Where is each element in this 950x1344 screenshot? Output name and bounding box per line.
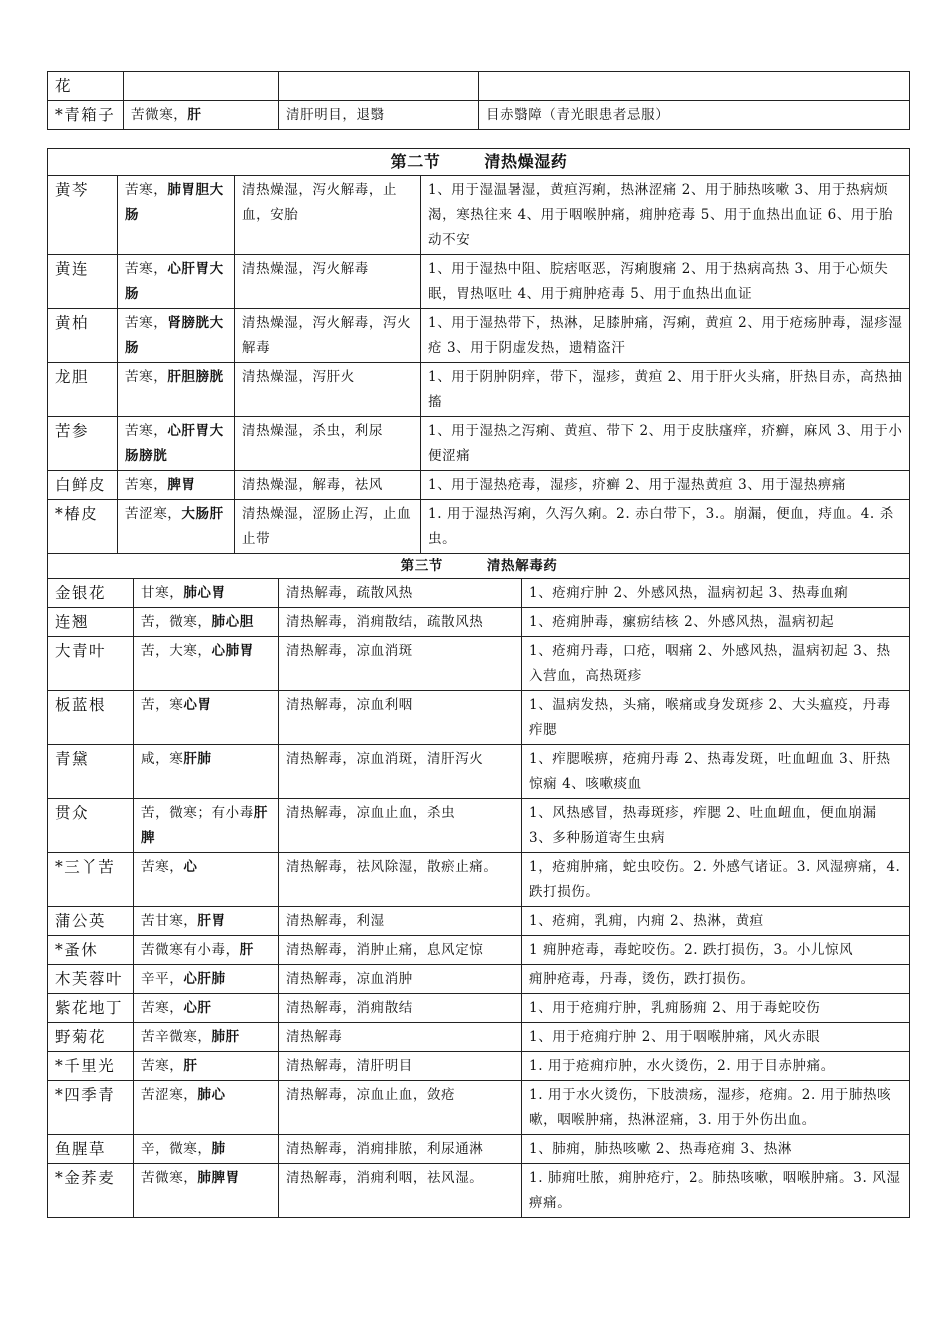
- herb-effect: 清肝明目，退翳: [279, 101, 479, 130]
- herb-name: 板蓝根: [48, 691, 134, 745]
- table-row: [48, 176, 910, 255]
- herb-effect: 清热解毒，利湿: [279, 907, 522, 936]
- herb-name: 黄连: [48, 255, 118, 309]
- herb-use: 1、用于湿温暑湿，黄疸泻痢，热淋涩痛 2、用于肺热咳嗽 3、用于热病烦渴，寒热往来 4、用于咽喉肿痛，痈肿疮毒 5、用于血热出血证 6、用于胎动不安: [421, 176, 910, 255]
- herb-use: 1. 用于湿热泻痢，久泻久痢。2. 赤白带下，3.。崩漏，便血，痔血。4. 杀虫。: [421, 500, 910, 554]
- herb-name: *蚤休: [48, 936, 134, 965]
- herb-use: 1、用于阴肿阴痒，带下，湿疹，黄疸 2、用于肝火头痛，肝热目赤，高热抽搐: [421, 363, 910, 417]
- table-row: [48, 1135, 910, 1164]
- herb-use: 目赤翳障（青光眼患者忌服）: [479, 101, 910, 130]
- herb-use: 1、疮痈肿毒，瘰疬结核 2、外感风热，温病初起: [522, 608, 910, 637]
- table-row: [48, 500, 910, 554]
- herb-meridian: 心肝胃大肠: [125, 261, 224, 302]
- herb-name: 紫花地丁: [48, 994, 134, 1023]
- herb-table-continued: [47, 71, 910, 130]
- table-row: [48, 579, 910, 608]
- herb-effect: 清热解毒，消痈利咽，祛风湿。: [279, 1164, 522, 1218]
- herb-effect: 清热燥湿，泻肝火: [235, 363, 421, 417]
- herb-use: 1、用于疮痈疔肿 2、用于咽喉肿痛，风火赤眼: [522, 1023, 910, 1052]
- herb-nature: 苦寒，肝: [134, 1052, 279, 1081]
- herb-nature: 苦寒，肺胃胆大肠: [118, 176, 235, 255]
- herb-name: 青黛: [48, 745, 134, 799]
- table-row: [48, 637, 910, 691]
- herb-use: 1、疮痈，乳痈，内痈 2、热淋，黄疸: [522, 907, 910, 936]
- herb-nature: 辛平，心肝肺: [134, 965, 279, 994]
- herb-effect: 清热燥湿，涩肠止泻，止血止带: [235, 500, 421, 554]
- herb-name: *金荞麦: [48, 1164, 134, 1218]
- herb-meridian: 肝脾: [141, 805, 268, 846]
- herb-effect: 清热解毒，祛风除湿，散瘀止痛。: [279, 853, 522, 907]
- herb-use: 1、用于疮痈疔肿，乳痈肠痈 2、用于毒蛇咬伤: [522, 994, 910, 1023]
- herb-name: *四季青: [48, 1081, 134, 1135]
- herb-nature: 苦辛微寒，肺肝: [134, 1023, 279, 1052]
- herb-table-section-2: [47, 148, 910, 554]
- section-title: 第二节 清热燥湿药: [48, 149, 910, 176]
- herb-nature: 苦，寒心胃: [134, 691, 279, 745]
- table-row: [48, 691, 910, 745]
- herb-use: 1、肺痈，肺热咳嗽 2、热毒疮痈 3、热淋: [522, 1135, 910, 1164]
- herb-name: 苦参: [48, 417, 118, 471]
- herb-effect: [279, 72, 479, 101]
- herb-use: [479, 72, 910, 101]
- herb-name: 龙胆: [48, 363, 118, 417]
- herb-meridian: 心: [183, 859, 198, 875]
- herb-meridian: 肺心胆: [211, 614, 254, 630]
- herb-name: *椿皮: [48, 500, 118, 554]
- herb-meridian: 大肠肝: [181, 506, 224, 522]
- table-row: [48, 965, 910, 994]
- herb-effect: 清热解毒，凉血消肿: [279, 965, 522, 994]
- herb-meridian: 肝胆膀胱: [167, 369, 224, 385]
- herb-name: 木芙蓉叶: [48, 965, 134, 994]
- herb-effect: 清热燥湿，泻火解毒，泻火解毒: [235, 309, 421, 363]
- herb-meridian: 心肝肺: [183, 971, 226, 987]
- herb-effect: 清热燥湿，解毒，祛风: [235, 471, 421, 500]
- section-title: 第三节 清热解毒药: [48, 554, 910, 579]
- herb-use: 痈肿疮毒，丹毒，烫伤，跌打损伤。: [522, 965, 910, 994]
- herb-name: 花: [48, 72, 124, 101]
- herb-nature: 甘寒，肺心胃: [134, 579, 279, 608]
- herb-name: 蒲公英: [48, 907, 134, 936]
- table-row: [48, 936, 910, 965]
- herb-name: 贯众: [48, 799, 134, 853]
- table-row: [48, 907, 910, 936]
- herb-nature: 苦微寒有小毒，肝: [134, 936, 279, 965]
- herb-name: 黄柏: [48, 309, 118, 363]
- herb-meridian: 心肺胃: [211, 643, 254, 659]
- table-row: [48, 417, 910, 471]
- herb-meridian: 肺肝: [211, 1029, 240, 1045]
- herb-nature: 咸，寒肝肺: [134, 745, 279, 799]
- herb-meridian: 肺心: [197, 1087, 226, 1103]
- herb-nature: 苦甘寒，肝胃: [134, 907, 279, 936]
- table-row: [48, 1052, 910, 1081]
- herb-effect: 清热燥湿，泻火解毒，止血，安胎: [235, 176, 421, 255]
- herb-nature: 苦寒，心: [134, 853, 279, 907]
- herb-effect: 清热解毒，清肝明目: [279, 1052, 522, 1081]
- herb-effect: 清热解毒，疏散风热: [279, 579, 522, 608]
- table-row: [48, 471, 910, 500]
- herb-meridian: 肝肺: [183, 751, 212, 767]
- herb-meridian: 肝: [187, 107, 202, 123]
- herb-meridian: 肝: [239, 942, 254, 958]
- herb-effect: 清热解毒，消痈排脓，利尿通淋: [279, 1135, 522, 1164]
- herb-use: 1、用于湿热带下，热淋，足膝肿痛，泻痢，黄疸 2、用于疮疡肿毒，湿疹湿疮 3、用于阴虚发热，遗精盗汗: [421, 309, 910, 363]
- herb-use: 1、痄腮喉痹，疮痈丹毒 2、热毒发斑，吐血衄血 3、肝热惊痫 4、咳嗽痰血: [522, 745, 910, 799]
- herb-use: 1 痈肿疮毒，毒蛇咬伤。2. 跌打损伤，3。小儿惊风: [522, 936, 910, 965]
- herb-nature: 苦寒，心肝: [134, 994, 279, 1023]
- herb-use: 1. 用于水火烫伤，下肢溃疡，湿疹，疮痈。2. 用于肺热咳嗽，咽喉肿痛，热淋涩痛，3. 用于外伤出血。: [522, 1081, 910, 1135]
- herb-nature: 苦微寒，肝: [124, 101, 279, 130]
- table-row: [48, 72, 910, 101]
- herb-effect: 清热解毒，凉血止血，敛疮: [279, 1081, 522, 1135]
- herb-effect: 清热解毒，消痈散结: [279, 994, 522, 1023]
- herb-meridian: 肺胃胆大肠: [125, 182, 224, 223]
- herb-name: *千里光: [48, 1052, 134, 1081]
- herb-name: 黄芩: [48, 176, 118, 255]
- herb-name: 野菊花: [48, 1023, 134, 1052]
- herb-meridian: 肺: [211, 1141, 226, 1157]
- herb-nature: 苦寒，脾胃: [118, 471, 235, 500]
- herb-effect: 清热解毒: [279, 1023, 522, 1052]
- herb-name: 鱼腥草: [48, 1135, 134, 1164]
- herb-effect: 清热解毒，凉血利咽: [279, 691, 522, 745]
- section-header: [48, 554, 910, 579]
- herb-nature: 苦，微寒；有小毒肝脾: [134, 799, 279, 853]
- herb-nature: 苦寒，肝胆膀胱: [118, 363, 235, 417]
- herb-nature: [124, 72, 279, 101]
- herb-meridian: 心胃: [183, 697, 212, 713]
- herb-effect: 清热解毒，消肿止痛，息风定惊: [279, 936, 522, 965]
- herb-use: 1. 肺痈吐脓，痈肿疮疔，2。肺热咳嗽，咽喉肿痛。3. 风湿痹痛。: [522, 1164, 910, 1218]
- herb-nature: 苦微寒，肺脾胃: [134, 1164, 279, 1218]
- herb-nature: 辛，微寒，肺: [134, 1135, 279, 1164]
- herb-effect: 清热解毒，凉血止血，杀虫: [279, 799, 522, 853]
- herb-effect: 清热解毒，消痈散结，疏散风热: [279, 608, 522, 637]
- table-row: [48, 309, 910, 363]
- herb-use: 1、用于湿热之泻痢、黄疸、带下 2、用于皮肤瘙痒，疥癣，麻风 3、用于小便涩痛: [421, 417, 910, 471]
- herb-name: 白鲜皮: [48, 471, 118, 500]
- herb-nature: 苦，微寒，肺心胆: [134, 608, 279, 637]
- herb-name: 大青叶: [48, 637, 134, 691]
- herb-use: 1. 用于疮痈疖肿，水火烫伤，2. 用于目赤肿痛。: [522, 1052, 910, 1081]
- section-header: [48, 149, 910, 176]
- herb-nature: 苦涩寒，肺心: [134, 1081, 279, 1135]
- table-row: [48, 1023, 910, 1052]
- herb-nature: 苦寒，肾膀胱大肠: [118, 309, 235, 363]
- herb-meridian: 肝: [183, 1058, 198, 1074]
- table-row: [48, 101, 910, 130]
- table-row: [48, 994, 910, 1023]
- herb-meridian: 肝胃: [197, 913, 226, 929]
- table-row: [48, 363, 910, 417]
- herb-use: 1、温病发热，头痛，喉痛或身发斑疹 2、大头瘟疫，丹毒痄腮: [522, 691, 910, 745]
- table-row: [48, 853, 910, 907]
- herb-use: 1、风热感冒，热毒斑疹，痄腮 2、吐血衄血，便血崩漏 3、多种肠道寄生虫病: [522, 799, 910, 853]
- herb-meridian: 心肝: [183, 1000, 212, 1016]
- herb-meridian: 肾膀胱大肠: [125, 315, 224, 356]
- herb-meridian: 肺脾胃: [197, 1170, 240, 1186]
- herb-nature: 苦寒，心肝胃大肠: [118, 255, 235, 309]
- herb-use: 1、用于湿热疮毒，湿疹，疥癣 2、用于湿热黄疸 3、用于湿热痹痛: [421, 471, 910, 500]
- table-row: [48, 1164, 910, 1218]
- herb-name: 金银花: [48, 579, 134, 608]
- herb-effect: 清热燥湿，杀虫，利尿: [235, 417, 421, 471]
- herb-nature: 苦，大寒，心肺胃: [134, 637, 279, 691]
- table-row: [48, 799, 910, 853]
- herb-name: *青箱子: [48, 101, 124, 130]
- herb-use: 1、用于湿热中阻、脘痞呕恶，泻痢腹痛 2、用于热病高热 3、用于心烦失眠，胃热呕吐 4、用于痈肿疮毒 5、用于血热出血证: [421, 255, 910, 309]
- herb-name: *三丫苦: [48, 853, 134, 907]
- herb-use: 1、疮痈疔肿 2、外感风热，温病初起 3、热毒血痢: [522, 579, 910, 608]
- herb-table-section-3: [47, 553, 910, 1218]
- table-row: [48, 255, 910, 309]
- herb-effect: 清热燥湿，泻火解毒: [235, 255, 421, 309]
- herb-meridian: 心肝胃大肠膀胱: [125, 423, 224, 464]
- table-row: [48, 1081, 910, 1135]
- herb-name: 连翘: [48, 608, 134, 637]
- herb-meridian: 肺心胃: [183, 585, 226, 601]
- herb-nature: 苦涩寒，大肠肝: [118, 500, 235, 554]
- herb-meridian: 脾胃: [167, 477, 196, 493]
- herb-use: 1，疮痈肿痛，蛇虫咬伤。2. 外感气诸证。3. 风湿痹痛，4. 跌打损伤。: [522, 853, 910, 907]
- herb-effect: 清热解毒，凉血消斑: [279, 637, 522, 691]
- table-row: [48, 745, 910, 799]
- herb-effect: 清热解毒，凉血消斑，清肝泻火: [279, 745, 522, 799]
- herb-nature: 苦寒，心肝胃大肠膀胱: [118, 417, 235, 471]
- herb-use: 1、疮痈丹毒，口疮，咽痛 2、外感风热，温病初起 3、热入营血，高热斑疹: [522, 637, 910, 691]
- table-row: [48, 608, 910, 637]
